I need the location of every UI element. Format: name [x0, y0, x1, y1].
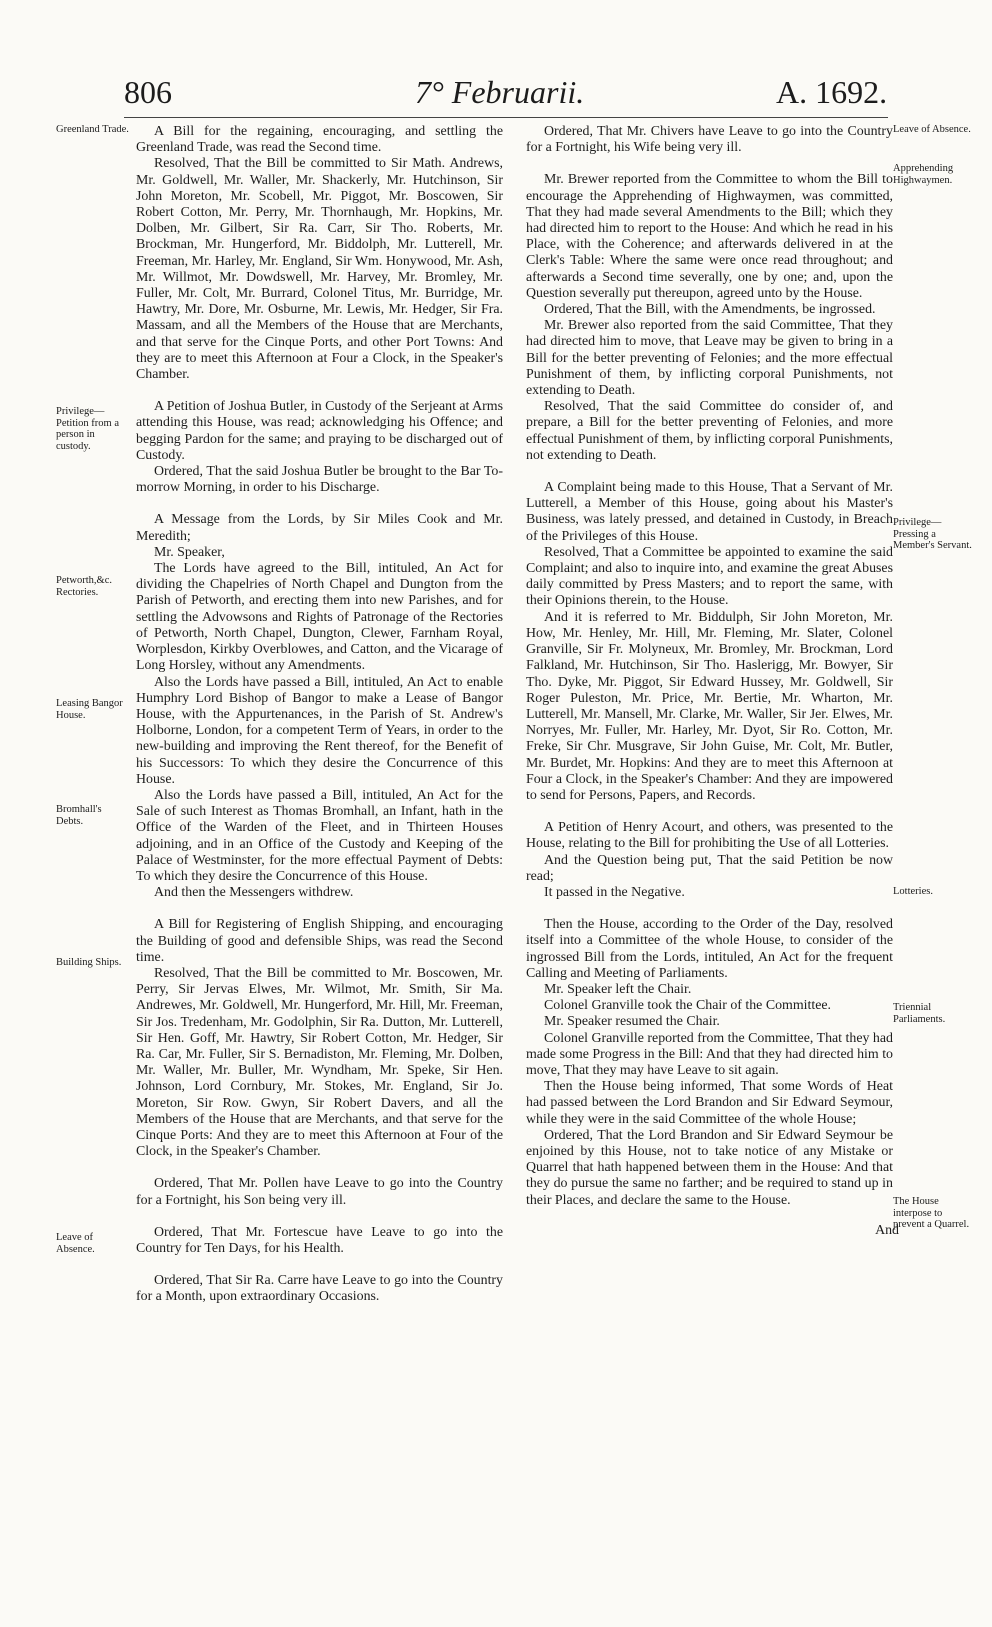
- paragraph: Mr. Speaker,: [154, 544, 225, 560]
- margin-note-leave-right: Leave of Absence.: [893, 124, 971, 135]
- paragraph: A Complaint being made to this House, That a Servant of Mr. Lutterell, a Member of this House, going about his Master's Business, was lately pressed, and detained in Custody, in Breach of the Privileges of this House.: [526, 480, 893, 544]
- paragraph: The Lords have agreed to the Bill, intituled, An Act for dividing the Chapelries of North Chapel and Dungton from the Parish of Petworth, and erecting them into new Parishes, and for settling the Advowsons and Rights of Patronage of the Rectories of Petworth, North Chapel, Dungton, Clewer, Farnham Royal, Worplesdon, Kirkby Overblowes, and Catton, and the Vicarage of Long Horsley, without any Amendments.: [136, 561, 503, 674]
- paragraph: Mr. Speaker resumed the Chair.: [544, 1014, 720, 1030]
- paragraph: And the Question being put, That the said Petition be now read;: [526, 852, 893, 884]
- paragraph: Then the House, according to the Order of the Day, resolved itself into a Committee of the whole House, to consider of the ingrossed Bill from the Lords, intituled, An Act for the frequent Calling and Meeting of Parliaments.: [526, 917, 893, 981]
- paragraph: A Petition of Joshua Butler, in Custody of the Serjeant at Arms attending this House, was read; acknowledging his Offence; and begging Pardon for the same; and praying to be discharged out of Custody.: [136, 399, 503, 463]
- paragraph: Ordered, That Mr. Fortescue have Leave to go into the Country for Ten Days, for his Health.: [136, 1224, 503, 1256]
- margin-note-lotteries: Lotteries.: [893, 886, 933, 897]
- paragraph: And then the Messengers withdrew.: [154, 885, 354, 901]
- paragraph: Then the House being informed, That some Words of Heat had passed between the Lord Brandon and Sir Edward Seymour, while they were in the said Committee of the whole House;: [526, 1079, 893, 1127]
- margin-note-apprehending: Apprehending Highwaymen.: [893, 163, 954, 186]
- paragraph: Colonel Granville reported from the Committee, That they had made some Progress in the Bill: And that they had directed him to move, That they may have Leave to sit again.: [526, 1030, 893, 1078]
- margin-note-petworth: Petworth,&c. Rectories.: [56, 575, 112, 598]
- margin-note-quarrel: The House interpose to prevent a Quarrel.: [893, 1196, 970, 1230]
- paragraph: Ordered, That Mr. Pollen have Leave to go into the Country for a Fortnight, his Son being very ill.: [136, 1176, 503, 1208]
- paragraph: Resolved, That a Committee be appointed to examine the said Complaint; and also to inquire into, and examine the great Abuses daily committed by Press Masters; and to report the same, with their Opinions therein, to the House.: [526, 544, 893, 609]
- page-number: 806: [124, 74, 172, 110]
- paragraph: A Bill for Registering of English Shipping, and encouraging the Building of good and defensible Ships, was read the Second time.: [136, 917, 503, 965]
- left-column: [136, 124, 503, 1306]
- paragraph: And it is referred to Mr. Biddulph, Sir John Moreton, Mr. How, Mr. Henley, Mr. Hill, Mr. Fleming, Mr. Slater, Colonel Granville, Sir Fr. Molyneux, Mr. Bromley, Mr. Brockman, Lord Falkland, Mr. Hutchinson, Sir Tho. Haslerigg, Mr. Bowyer, Sir Tho. Dyke, Mr. Piggot, Sir Edward Hussey, Mr. Goldwell, Sir Roger Puleston, Mr. Price, Mr. Bertie, Mr. Wharton, Mr. Lutterell, Mr. Mansell, Mr. Clarke, Mr. Waller, Sir Jer. Elwes, Mr. Norryes, Mr. Fuller, Mr. Harley, Mr. Dyot, Sir Ro. Cotton, Mr. Freke, Sir Chr. Musgrave, Sir John Guise, Mr. Colt, Mr. Butler, Mr. Burdet, Mr. Hopkins: And they are to meet this Afternoon at Four a Clock, in the Speaker's Chamber: And they are impowered to send for Persons, Papers, and Records.: [526, 609, 893, 803]
- paragraph: Ordered, That the Bill, with the Amendments, be ingrossed.: [544, 302, 876, 318]
- margin-note-leasing: Leasing Bangor House.: [56, 698, 123, 721]
- paragraph: Ordered, That Mr. Chivers have Leave to go into the Country for a Fortnight, his Wife being very ill.: [526, 124, 893, 156]
- paragraph: Ordered, That the Lord Brandon and Sir Edward Seymour be enjoined by this House, not to take notice of any Mistake or Quarrel that hath happened between them in the House: And that they do pursue the same no farther; and be required to stand up in their Places, and declare the same to the House.: [526, 1127, 893, 1208]
- paragraph: Colonel Granville took the Chair of the Committee.: [544, 998, 832, 1014]
- margin-note-privilege-petition: Privilege—Petition from a person in custody.: [56, 406, 119, 452]
- paragraph: Also the Lords have passed a Bill, intituled, An Act for the Sale of such Interest as Thomas Bromhall, an Infant, hath in the Office of the Warden of the Fleet, and in Thirteen Houses adjoining, and in an Office of the Custody and Keeping of the Palace of Westminster, for the more effectual Payment of Debts: To which they desire the Concurrence of this House.: [136, 787, 503, 884]
- paragraph: Ordered, That the said Joshua Butler be brought to the Bar To-morrow Morning, in order to his Discharge.: [136, 464, 503, 496]
- page-year: A. 1692.: [776, 74, 888, 110]
- paragraph: A Message from the Lords, by Sir Miles Cook and Mr. Meredith;: [136, 512, 503, 544]
- paragraph: Mr. Brewer also reported from the said Committee, That they had directed him to move, that Leave may be given to bring in a Bill for the better preventing of Felonies; and the more effectual Punishment of them, by inflicting corporal Punishments, not extending to Death.: [526, 318, 893, 399]
- page-date: 7° Februarii.: [415, 74, 585, 110]
- page-header: [0, 72, 992, 120]
- paragraph: Resolved, That the said Committee do consider of, and prepare, a Bill for the better preventing of Felonies, and more effectual Punishment of them, by inflicting corporal Punishments, not extending to Death.: [526, 399, 893, 463]
- paragraph: It passed in the Negative.: [544, 884, 685, 900]
- margin-note-bromhall: Bromhall's Debts.: [56, 804, 102, 827]
- paragraph: A Bill for the regaining, encouraging, and settling the Greenland Trade, was read the Second time.: [136, 124, 503, 156]
- margin-note-building: Building Ships.: [56, 957, 122, 968]
- right-column: [526, 124, 899, 1253]
- paragraph: Mr. Brewer reported from the Committee to whom the Bill to encourage the Apprehending of Highwaymen, was committed, That they had made several Amendments to the Bill; which they had directed him to report to the House: And which he read in his Place, with the Coherence; and afterwards delivered in at the Clerk's Table: Where the same were once read throughout; and afterwards a Second time severally, one by one; and, upon the Question severally put thereupon, agreed unto by the House.: [526, 172, 893, 301]
- header-rule: [124, 117, 888, 118]
- margin-note-greenland: Greenland Trade.: [56, 124, 129, 135]
- margin-note-leave-left: Leave of Absence.: [56, 1232, 95, 1255]
- paragraph: Mr. Speaker left the Chair.: [544, 981, 692, 997]
- paragraph: Resolved, That the Bill be committed to Sir Math. Andrews, Mr. Goldwell, Mr. Waller, Mr. Shackerly, Mr. Hutchinson, Sir John Moreton, Mr. Scobell, Mr. Piggot, Mr. Boscowen, Sir Robert Cotton, Mr. Perry, Mr. Thornhaugh, Mr. Hopkins, Mr. Dolben, Mr. Gilbert, Sir Ra. Carr, Sir Tho. Roberts, Mr. Brockman, Mr. Hungerford, Mr. Biddolph, Mr. Lutterell, Mr. Freeman, Mr. Harley, Mr. England, Sir Wm. Honywood, Mr. Ash, Mr. Willmot, Mr. Dowdswell, Mr. Harvey, Mr. Bromley, Mr. Fuller, Mr. Colt, Mr. Burrard, Colonel Titus, Mr. Burridge, Mr. Hawtry, Mr. Dore, Mr. Osburne, Mr. Lewis, Mr. Hedger, Sir Fra. Massam, and all the Members of the House that are Merchants, and that serve for the Cinque Ports, and other Port Towns: And they are to meet this Afternoon at Four a Clock, in the Speaker's Chamber.: [136, 156, 503, 383]
- paragraph: Also the Lords have passed a Bill, intituled, An Act to enable Humphry Lord Bishop of Bangor to make a Lease of Bangor House, with the Appurtenances, in the Parish of St. Andrew's Holborne, London, for a competent Term of Years, in order to the new-building and improving the Rent thereof, for the Benefit of his Successors: To which they desire the Concurrence of this House.: [136, 674, 503, 787]
- margin-note-triennial: Triennial Parliaments.: [893, 1002, 946, 1025]
- paragraph: Resolved, That the Bill be committed to Mr. Boscowen, Mr. Perry, Sir Jervas Elwes, Mr. Wilmot, Mr. Smith, Sir Ma. Andrewes, Mr. Goldwell, Mr. Hungerford, Mr. Hill, Mr. Freeman, Sir Jos. Tredenham, Mr. Godolphin, Sir Ra. Dutton, Mr. Lutterell, Sir Hen. Goff, Mr. Hawtry, Sir Robert Cotton, Mr. Hedger, Sir Ra. Car, Mr. Fuller, Sir S. Bernadiston, Mr. Fleming, Mr. Dolben, Mr. Waller, Mr. Buller, Mr. Wyndham, Mr. Speke, Sir Hen. Johnson, Lord Cornbury, Mr. Stokes, Mr. England, Sir Jo. Moreton, Sir Row. Gwyn, Sir Robert Davers, and all the Members of the House that are Merchants, and that serve for the Cinque Ports: And they are to meet this Afternoon at Four of the Clock, in the Speaker's Chamber.: [136, 965, 503, 1160]
- paragraph: A Petition of Henry Acourt, and others, was presented to the House, relating to the Bill for prohibiting the Use of all Lotteries.: [526, 820, 893, 852]
- catchword: And: [875, 1222, 899, 1238]
- paragraph: Ordered, That Sir Ra. Carre have Leave to go into the Country for a Month, upon extraordinary Occasions.: [136, 1273, 503, 1305]
- margin-note-pressing: Privilege—Pressing a Member's Servant.: [893, 517, 972, 551]
